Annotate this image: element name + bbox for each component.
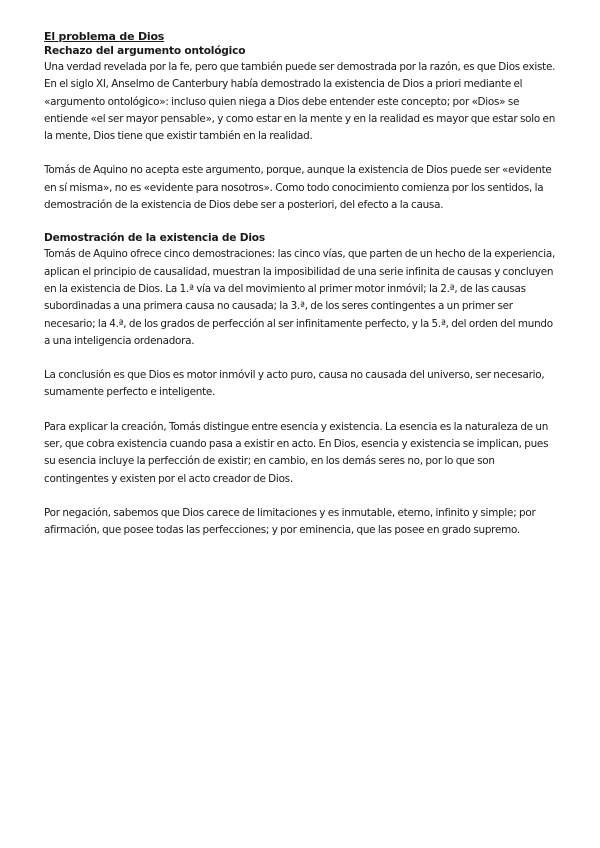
paragraph-anselm: Una verdad revelada por la fe, pero que también puede ser demostrada por la razón, es que Dios existe. En el siglo XI, Anselmo de Canterbury había demostrado la existencia de Dios a priori mediante el «argumento ontológico»: incluso quien niega a Dios debe entender este concepto; por «Dios» se entiende «el ser mayor pensable», y como estar en la mente y en la realidad es mayor que estar solo en la mente, Dios tiene que existir también en la realidad. [44, 61, 556, 143]
section-heading-ontological: Rechazo del argumento ontológico [44, 45, 246, 57]
paragraph-aquinas-rejection: Tomás de Aquino no acepta este argumento, porque, aunque la existencia de Dios puede ser «evidente en sí misma», no es «evidente para nosotros». Como todo conocimiento comienza por los sentidos, la demostración de la existencia de Dios debe ser a posteriori, del efecto a la causa. [44, 164, 552, 212]
document-title: El problema de Dios [44, 30, 165, 43]
paragraph-conclusion: La conclusión es que Dios es motor inmóvil y acto puro, causa no causada del universo, ser necesario, sumamente perfecto e inteligente. [44, 369, 545, 399]
paragraph-spacer [44, 488, 556, 505]
section-heading-demonstration: Demostración de la existencia de Dios [44, 232, 265, 245]
section-spacer [44, 214, 556, 231]
paragraph-spacer [44, 350, 556, 367]
paragraph-spacer [44, 402, 556, 419]
paragraph-creation: Para explicar la creación, Tomás distingue entre esencia y existencia. La esencia es la naturaleza de un ser, que cobra existencia cuando pasa a existir en acto. En Dios, esencia y existencia se implican, pues su esencia incluye la perfección de existir; en cambio, en los demás seres no, por lo que son contingentes y existen por el acto creador de Dios. [44, 420, 549, 485]
paragraph-five-ways: Tomás de Aquino ofrece cinco demostraciones: las cinco vías, que parten de un hecho de la experiencia, aplican el principio de causalidad, muestran la imposibilidad de una serie infinita de causas y concluyen en la existencia de Dios. La 1.ª vía va del movimiento al primer motor inmóvil; la 2.ª, de las causas subordinadas a una primera causa no causada; la 3.ª, de los seres contingentes a un primer ser necesario; la 4.ª, de los grados de perfección al ser infinitamente perfecto, y la 5.ª, del orden del mundo a una inteligencia ordenadora. [44, 248, 556, 347]
paragraph-attributes: Por negación, sabemos que Dios carece de limitaciones y es inmutable, eterno, infinito y simple; por afirmación, que posee todas las perfecciones; y por eminencia, que las posee en grado supremo. [44, 506, 536, 537]
paragraph-spacer [44, 145, 556, 162]
